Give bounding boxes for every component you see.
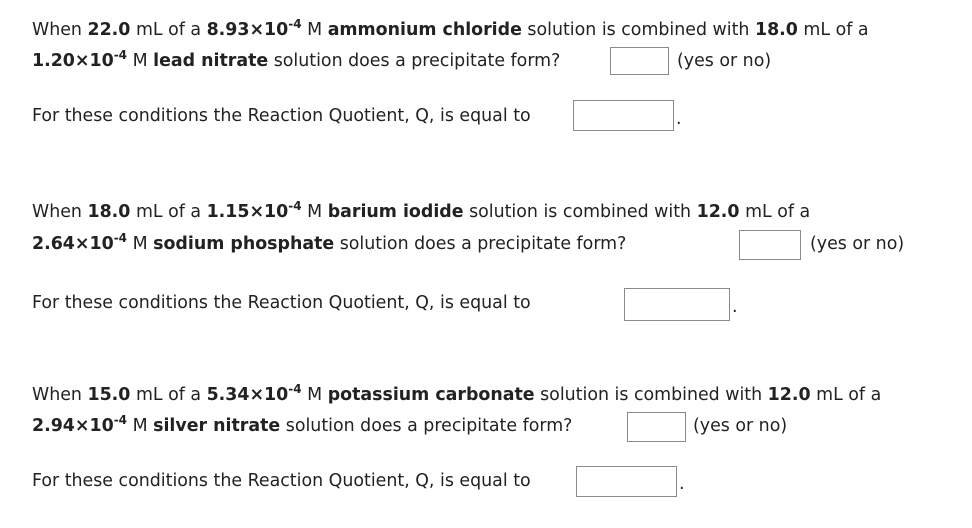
q-answer-input[interactable] [573,100,674,131]
problem-2-line-2: $2.64\times 10^{-4}$ M sodium phosphate solution does a precipitate form? [32,231,627,254]
precipitate-answer-input[interactable] [610,47,669,75]
problem-1-line-1: When 22.0 mL of a $8.93\times 10^{-4}$ M ammonium chloride solution is combined with 18.0 mL of a [32,17,869,40]
q-answer-input[interactable] [624,288,730,321]
period: . [679,474,685,494]
concentration-1: $5.34\times 10^{-4}$ [206,382,302,405]
q-prompt: For these conditions the Reaction Quotient, Q, is equal to [32,293,531,313]
solute-2: lead nitrate [153,51,269,71]
concentration-1: $1.15\times 10^{-4}$ [206,199,302,222]
problem-2-line-1: When 18.0 mL of a $1.15\times 10^{-4}$ M barium iodide solution is combined with 12.0 mL of a [32,199,811,222]
solute-1: potassium carbonate [327,385,535,405]
solute-1: ammonium chloride [327,20,522,40]
solute-1: barium iodide [327,202,464,222]
concentration-2: $1.20\times 10^{-4}$ [32,48,128,71]
problem-3-line-1: When 15.0 mL of a $5.34\times 10^{-4}$ M potassium carbonate solution is combined with 12.0 mL of a [32,382,882,405]
concentration-1: $8.93\times 10^{-4}$ [206,17,302,40]
q-answer-input[interactable] [576,466,677,497]
concentration-2: $2.64\times 10^{-4}$ [32,231,128,254]
yes-no-hint: (yes or no) [693,416,788,436]
concentration-2: $2.94\times 10^{-4}$ [32,413,128,436]
solute-2: silver nitrate [153,416,281,436]
precipitate-answer-input[interactable] [739,230,801,260]
period: . [732,297,738,317]
solute-2: sodium phosphate [153,234,335,254]
q-prompt: For these conditions the Reaction Quotient, Q, is equal to [32,106,531,126]
problem-1-line-2: $1.20\times 10^{-4}$ M lead nitrate solution does a precipitate form? [32,48,561,71]
precipitate-answer-input[interactable] [627,412,686,442]
problem-3-line-2: $2.94\times 10^{-4}$ M silver nitrate solution does a precipitate form? [32,413,573,436]
yes-no-hint: (yes or no) [810,234,905,254]
period: . [676,109,682,129]
yes-no-hint: (yes or no) [677,51,772,71]
q-prompt: For these conditions the Reaction Quotient, Q, is equal to [32,471,531,491]
